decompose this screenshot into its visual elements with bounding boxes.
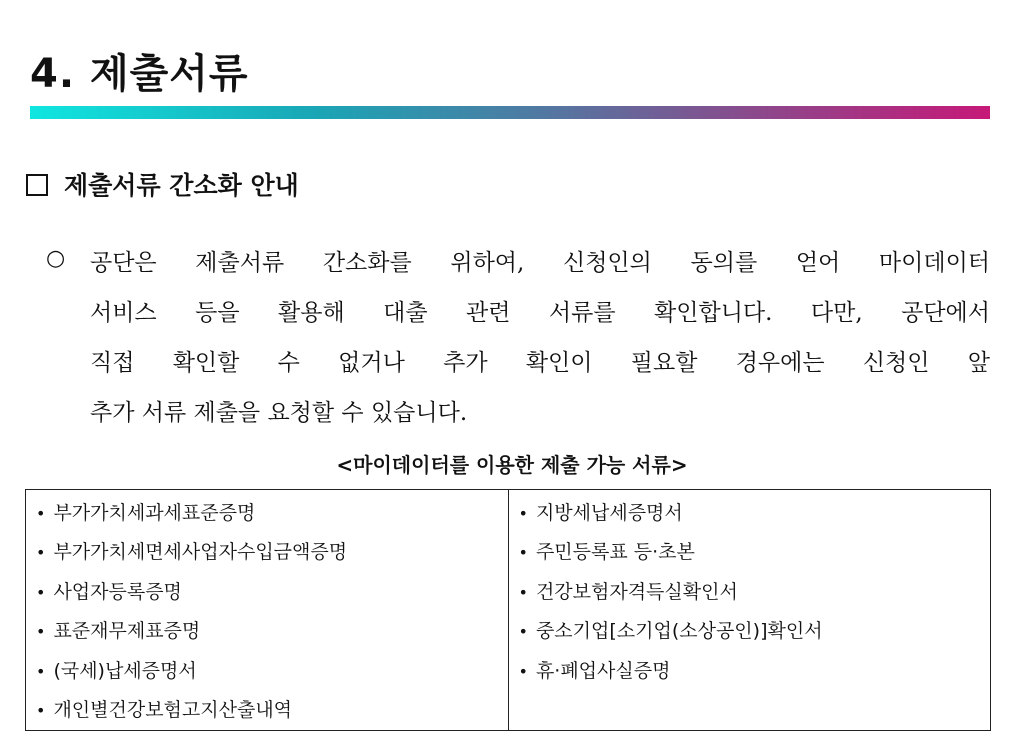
- left-column-cell: [26, 490, 509, 731]
- list-item: [36, 494, 500, 533]
- paragraph-line: 추가 서류 제출을 요청할 수 있습니다.: [90, 400, 468, 426]
- bullet-dot-icon: •: [518, 582, 528, 602]
- bullet-dot-icon: •: [36, 582, 46, 602]
- list-item-text: 부가가치세과세표준증명: [53, 502, 256, 524]
- paragraph-line: 직접 확인할 수 없거나 추가 확인이 필요할 경우에는 신청인 앞: [90, 350, 990, 376]
- bullet-dot-icon: •: [36, 543, 46, 563]
- list-item: [519, 494, 983, 533]
- checkbox-square-icon: [26, 174, 48, 196]
- section-heading: [26, 168, 299, 204]
- bullet-dot-icon: •: [36, 701, 46, 721]
- page-title: 4. 제출서류: [30, 51, 249, 97]
- list-item-text: 부가가치세면세사업자수입금액증명: [53, 541, 348, 564]
- list-item-text: (국세)납세증명서: [53, 659, 197, 682]
- list-item: [36, 573, 500, 612]
- bullet-dot-icon: •: [36, 504, 46, 523]
- circle-bullet-icon: ○: [46, 246, 66, 271]
- list-item: [519, 533, 983, 572]
- list-item-text: 주민등록표 등·초본: [535, 541, 695, 564]
- list-item-text: 지방세납세증명서: [535, 502, 683, 524]
- bullet-dot-icon: •: [518, 504, 528, 523]
- title-gradient-rule: [30, 106, 990, 119]
- bullet-dot-icon: •: [518, 622, 528, 642]
- guidance-paragraph: [90, 238, 990, 438]
- list-item: [519, 573, 983, 612]
- list-item: [519, 652, 983, 691]
- list-item-text: 건강보험자격득실확인서: [535, 580, 738, 603]
- bullet-dot-icon: •: [36, 622, 46, 642]
- paragraph-line: 공단은 제출서류 간소화를 위하여, 신청인의 동의를 얻어 마이데이터: [90, 250, 990, 276]
- list-item-text: 개인별건강보험고지산출내역: [53, 699, 293, 722]
- list-item-text: 휴·폐업사실증명: [535, 659, 671, 682]
- list-item: [519, 612, 983, 651]
- list-item-text: 표준재무제표증명: [53, 620, 201, 643]
- bullet-dot-icon: •: [518, 543, 528, 563]
- list-item: [36, 691, 500, 730]
- list-item: [36, 533, 500, 572]
- paragraph-line: 서비스 등을 활용해 대출 관련 서류를 확인합니다. 다만, 공단에서: [90, 300, 990, 326]
- list-item: [36, 652, 500, 691]
- section-heading-text: 제출서류 간소화 안내: [64, 171, 299, 200]
- bullet-dot-icon: •: [36, 661, 46, 681]
- bullet-dot-icon: •: [518, 661, 528, 681]
- list-item-text: 사업자등록증명: [53, 580, 182, 603]
- list-item: [36, 612, 500, 651]
- list-item-text: 중소기업[소기업(소상공인)]확인서: [535, 620, 823, 643]
- documents-table: [25, 489, 991, 731]
- right-column-cell: [508, 490, 991, 731]
- table-caption: <마이데이터를 이용한 제출 가능 서류>: [336, 453, 688, 477]
